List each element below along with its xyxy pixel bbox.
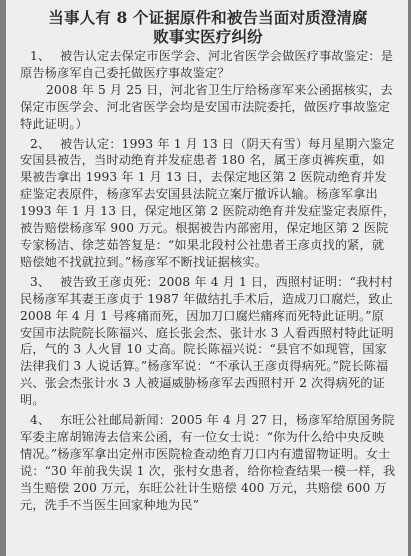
- evidence-item-1: [20, 48, 396, 133]
- evidence-item-3: [20, 274, 396, 409]
- item-text: 被告认定去保定市医学会、河北省医学会做医疗事故鉴定：是原告杨彦军自己委托做医疗事故鉴定？: [20, 49, 394, 80]
- title-line-2: 败事实医疗纠纷: [153, 27, 263, 46]
- item-number: 3、: [30, 274, 51, 289]
- item-text: 东旺公社邮局新闻：2005 年 4 月 27 日，杨彦军给原国务院军委主席胡锦涛去信来公函，有一位女士说：“你为什么给中央反映情况。”杨彦军拿出定州市医院检查动绝育刀口内有遗留物证明。女士说：“30 年前我失误 1 次，张村女患者，给你检查结果一模一样，我当生赔偿 200 万元，东旺公社计生赔偿 400 万元，共赔偿 600 万元，洗手不当医生回家种地为民”: [20, 413, 396, 512]
- document-page: [6, 0, 408, 556]
- document-title: [20, 8, 396, 46]
- item-number: 1、: [30, 49, 51, 63]
- evidence-item-2: [20, 136, 396, 271]
- item-number: 2、: [30, 136, 51, 151]
- item-text-continued: 2008 年 5 月 25 日，河北省卫生厅给杨彦军来公函据核实，去保定市医学会、河北省医学会均是安国市法院委托，做医疗事故鉴定特此证明。）: [20, 82, 393, 131]
- item-text: 被告认定：1993 年 1 月 13 日（阴天有雪）每月星期六鉴定安国县被告，当时动绝育并发症患者 180 名，属王彦贞裤疾重，如果被告拿出 1993 年 1 月 13 日，去保定地区第 2 医院动绝育并发症鉴定表原件，杨彦军去安国县法院立案厅撤诉认输。杨彦军拿出 1993 年 1 月 13 日，保定地区第 2 医院动绝育并发症鉴定表原件，被告赔偿杨彦军 900 万元。根据被告内部密用，保定地区第 2 医院专家杨洁、徐芝茹答复是：“如果北段村公社患者王彦贞找的紧，就赔偿她不找就拉到。”杨彦军不断找证据核实。: [20, 136, 396, 269]
- title-line-1: 当事人有 8 个证据原件和被告当面对质澄清腐: [48, 8, 368, 27]
- evidence-item-4: [20, 412, 396, 513]
- item-number: 4、: [30, 413, 51, 428]
- item-text: 被告致王彦贞死：2008 年 4 月 1 日，西照村证明：“我村村民杨彦军其妻王彦贞于 1987 年做结扎手术后，造成刀口腐烂，致止 2008 年 4 月 1 号疼痛而死，因加刀口腐烂痛疼而死特此证明。”原安国市法院院长陈福兴、庭长张会杰、张计水 3 人看西照村特此证明后，气的 3 人火冒 10 丈高。院长陈福兴说：“县官不如现管，国家法律我们 3 人说话算。”杨彦军说：“不承认王彦贞得病死。”院长陈福兴、张会杰张计水 3 人被逼威胁杨彦军去西照村开 2 次得病死的证明。: [20, 274, 394, 408]
